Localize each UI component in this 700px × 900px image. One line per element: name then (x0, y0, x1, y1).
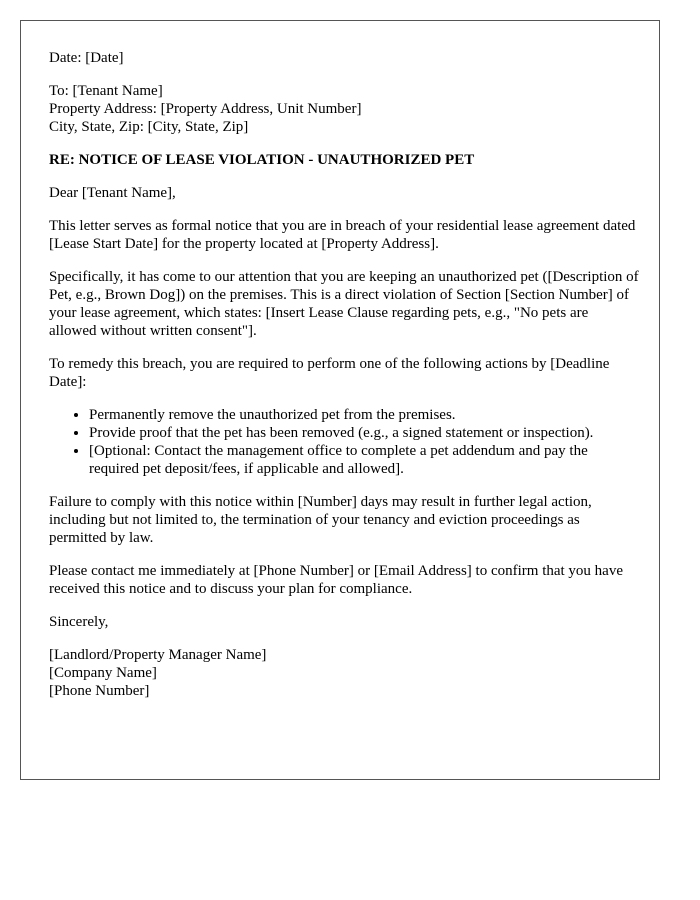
consequence-paragraph: Failure to comply with this notice within [Number] days may result in further legal action, including but not limited to, the termination of your tenancy and eviction proceedings as permitted by law. (49, 494, 592, 546)
recipient-city: City, State, Zip: [City, State, Zip] (49, 119, 249, 135)
closing: Sincerely, (49, 614, 109, 630)
letter-body (49, 49, 639, 715)
intro-paragraph: This letter serves as formal notice that you are in breach of your residential lease agreement dated [Lease Start Date] for the property located at [Property Address]. (49, 218, 636, 252)
required-actions-list (49, 406, 639, 478)
list-item: • [Optional: Contact the management office to complete a pet addendum and pay the required pet deposit/fees, if applicable and allowed]. (89, 442, 639, 478)
list-item: • Permanently remove the unauthorized pet from the premises. (89, 406, 639, 424)
recipient-block (49, 82, 639, 136)
contact-paragraph: Please contact me immediately at [Phone Number] or [Email Address] to confirm that you have received this notice and to discuss your plan for compliance. (49, 563, 623, 597)
list-item: • Provide proof that the pet has been removed (e.g., a signed statement or inspection). (89, 424, 639, 442)
subject-line: RE: NOTICE OF LEASE VIOLATION - UNAUTHORIZED PET (49, 152, 475, 168)
recipient-to: To: [Tenant Name] (49, 83, 163, 99)
salutation: Dear [Tenant Name], (49, 185, 176, 201)
date-line: Date: [Date] (49, 50, 124, 66)
remedy-paragraph: To remedy this breach, you are required to perform one of the following actions by [Deadline Date]: (49, 356, 610, 390)
violation-paragraph: Specifically, it has come to our attention that you are keeping an unauthorized pet ([Description of Pet, e.g., Brown Dog]) on the premises. This is a direct violation of Section [Section Number] of your lease agreement, which states: [Insert Lease Clause regarding pets, e.g., "No pets are allowed without written consent"]. (49, 269, 639, 339)
signature-phone: [Phone Number] (49, 683, 150, 699)
signature-name: [Landlord/Property Manager Name] (49, 647, 267, 663)
signature-company: [Company Name] (49, 665, 157, 681)
letter-page (20, 20, 660, 780)
recipient-address: Property Address: [Property Address, Unit Number] (49, 101, 362, 117)
signature-block (49, 646, 639, 700)
